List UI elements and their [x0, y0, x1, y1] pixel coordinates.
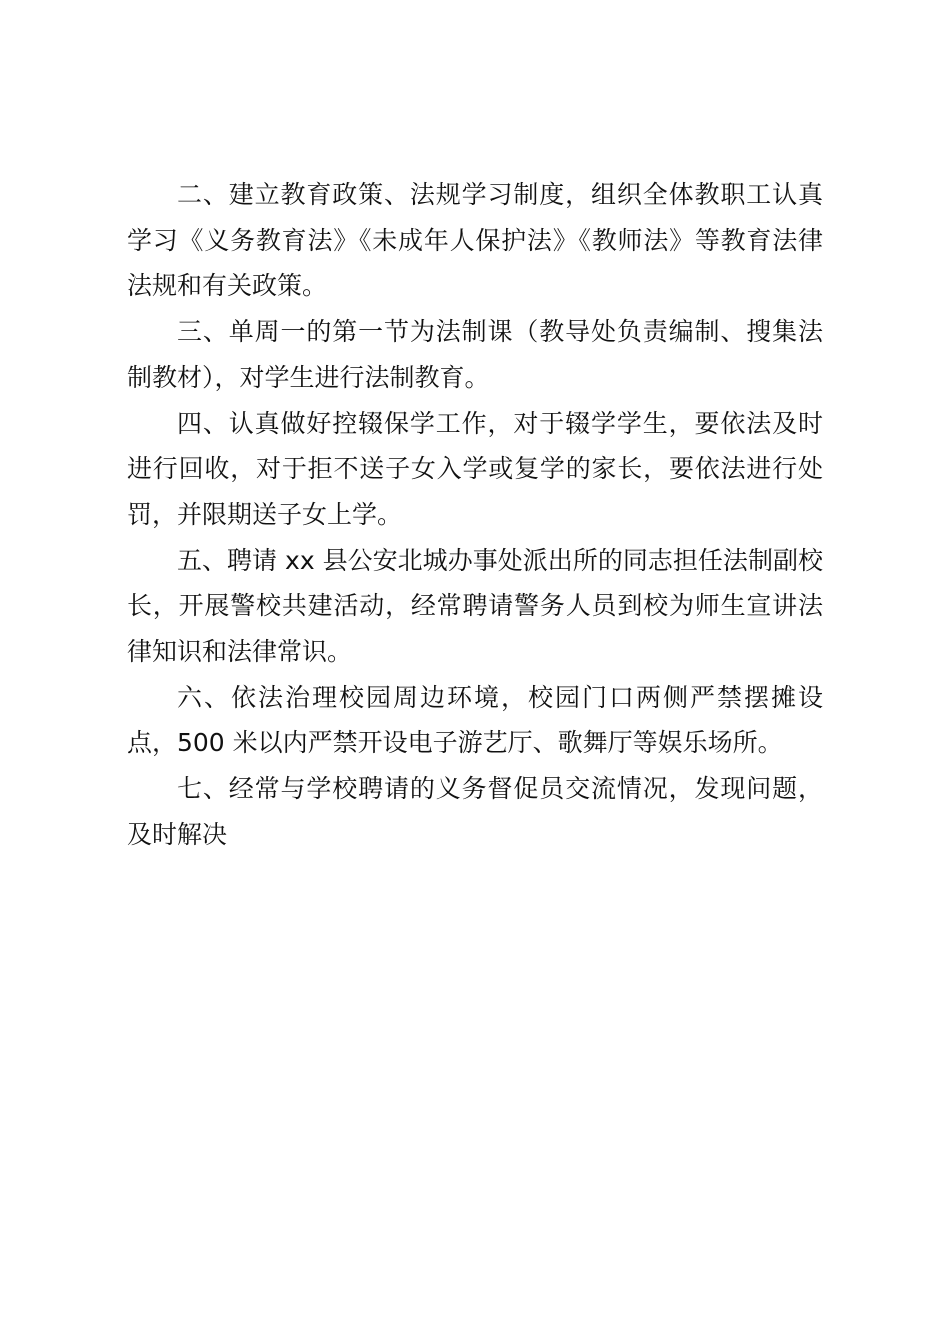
paragraph-5: 五、聘请 xx 县公安北城办事处派出所的同志担任法制副校长，开展警校共建活动，经常聘请警务人员到校为师生宣讲法律知识和法律常识。: [127, 545, 823, 667]
paragraph-6: 六、依法治理校园周边环境，校园门口两侧严禁摆摊设点，500 米以内严禁开设电子游艺厅、歌舞厅等娱乐场所。: [127, 682, 823, 758]
paragraph-7: 七、经常与学校聘请的义务督促员交流情况，发现问题，及时解决: [127, 774, 823, 849]
paragraph-4: 四、认真做好控辍保学工作，对于辍学学生，要依法及时进行回收，对于拒不送子女入学或复学的家长，要依法进行处罚，并限期送子女上学。: [127, 408, 823, 529]
paragraph-3: 三、单周一的第一节为法制课（教导处负责编制、搜集法制教材），对学生进行法制教育。: [127, 317, 823, 392]
document-body: [127, 172, 823, 858]
paragraph-2: 二、建立教育政策、法规学习制度，组织全体教职工认真学习《义务教育法》《未成年人保护法》《教师法》等教育法律法规和有关政策。: [127, 180, 823, 301]
